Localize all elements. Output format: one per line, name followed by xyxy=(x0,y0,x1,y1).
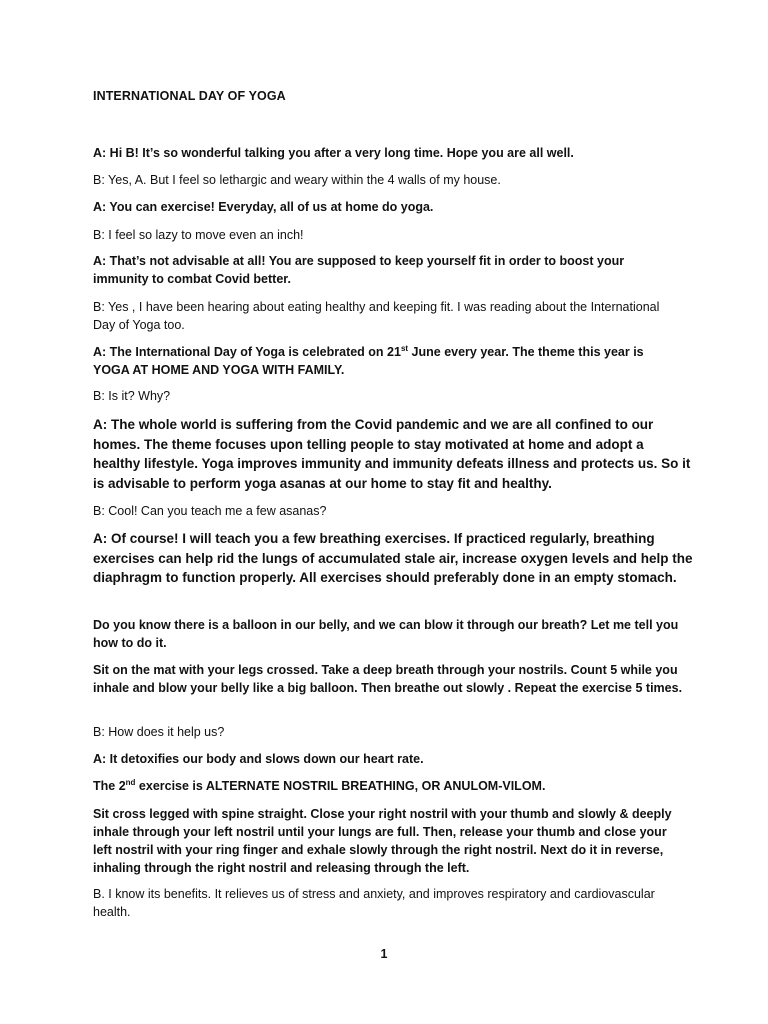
dialogue-b-eating-healthy: B: Yes , I have been hearing about eating healthy and keeping fit. I was reading about the International Day of Yoga too. xyxy=(93,300,660,332)
dialogue-b-benefits: B. I know its benefits. It relieves us of stress and anxiety, and improves respiratory and cardiovascular health. xyxy=(93,887,655,919)
second-exercise-text-start: The 2 xyxy=(93,779,126,793)
dialogue-b-lethargic: B: Yes, A. But I feel so lethargic and weary within the 4 walls of my house. xyxy=(93,173,501,187)
dialogue-a-detoxifies: A: It detoxifies our body and slows down our heart rate. xyxy=(93,752,424,766)
balloon-belly-instructions: Sit on the mat with your legs crossed. Take a deep breath through your nostrils. Count 5 while you inhale and blow your belly like a big balloon. Then breathe out slowly . Repeat the exercise 5 times. xyxy=(93,663,683,695)
ordinal-suffix-st: st xyxy=(400,343,409,353)
dialogue-a-not-advisable: A: That’s not advisable at all! You are supposed to keep yourself fit in order to boost your immunity to combat Covid better. xyxy=(93,254,625,286)
second-exercise-text-end: exercise is ALTERNATE NOSTRIL BREATHING, OR ANULOM-VILOM. xyxy=(135,779,546,793)
dialogue-a-exercise: A: You can exercise! Everyday, all of us at home do yoga. xyxy=(93,200,434,214)
dialogue-b-why: B: Is it? Why? xyxy=(93,389,171,403)
anulom-vilom-instructions: Sit cross legged with spine straight. Close your right nostril with your thumb and slowly & deeply inhale through your left nostril until your lungs are full. Then, release your thumb and close your left nostril with your ring finger and exhale slowly through the right nostril. Next do it in reverse, inhaling through the right nostril and releasing through the left. xyxy=(93,807,672,875)
dialogue-b-lazy: B: I feel so lazy to move even an inch! xyxy=(93,228,304,242)
dialogue-a-greeting: A: Hi B! It’s so wonderful talking you after a very long time. Hope you are all well. xyxy=(93,146,574,160)
dialogue-a-yoga-day-date xyxy=(93,343,683,379)
page-number: 1 xyxy=(380,947,388,961)
yoga-day-text-end: June every year. The theme this year is YOGA AT HOME AND YOGA WITH FAMILY. xyxy=(93,345,644,377)
second-exercise-heading xyxy=(93,777,683,795)
balloon-belly-intro: Do you know there is a balloon in our belly, and we can blow it through our breath? Let me tell you how to do it. xyxy=(93,618,679,650)
dialogue-b-teach-asanas: B: Cool! Can you teach me a few asanas? xyxy=(93,504,327,518)
dialogue-b-how-help: B: How does it help us? xyxy=(93,725,225,739)
dialogue-a-pandemic: A: The whole world is suffering from the Covid pandemic and we are all confined to our homes. The theme focuses upon telling people to stay motivated at home and adopt a healthy lifestyle. Yoga improves immunity and immunity defeats illness and protects us. So it is advisable to perform yoga asanas at our home to stay fit and healthy. xyxy=(93,417,691,491)
dialogue-a-breathing-exercises: A: Of course! I will teach you a few breathing exercises. If practiced regularly, breathing exercises can help rid the lungs of accumulated stale air, increase oxygen levels and help the diaphragm to function properly. All exercises should preferably done in an empty stomach. xyxy=(93,531,693,585)
yoga-day-text-start: A: The International Day of Yoga is celebrated on 21 xyxy=(93,345,401,359)
ordinal-suffix-nd: nd xyxy=(125,777,136,787)
document-title: INTERNATIONAL DAY OF YOGA xyxy=(93,89,286,103)
